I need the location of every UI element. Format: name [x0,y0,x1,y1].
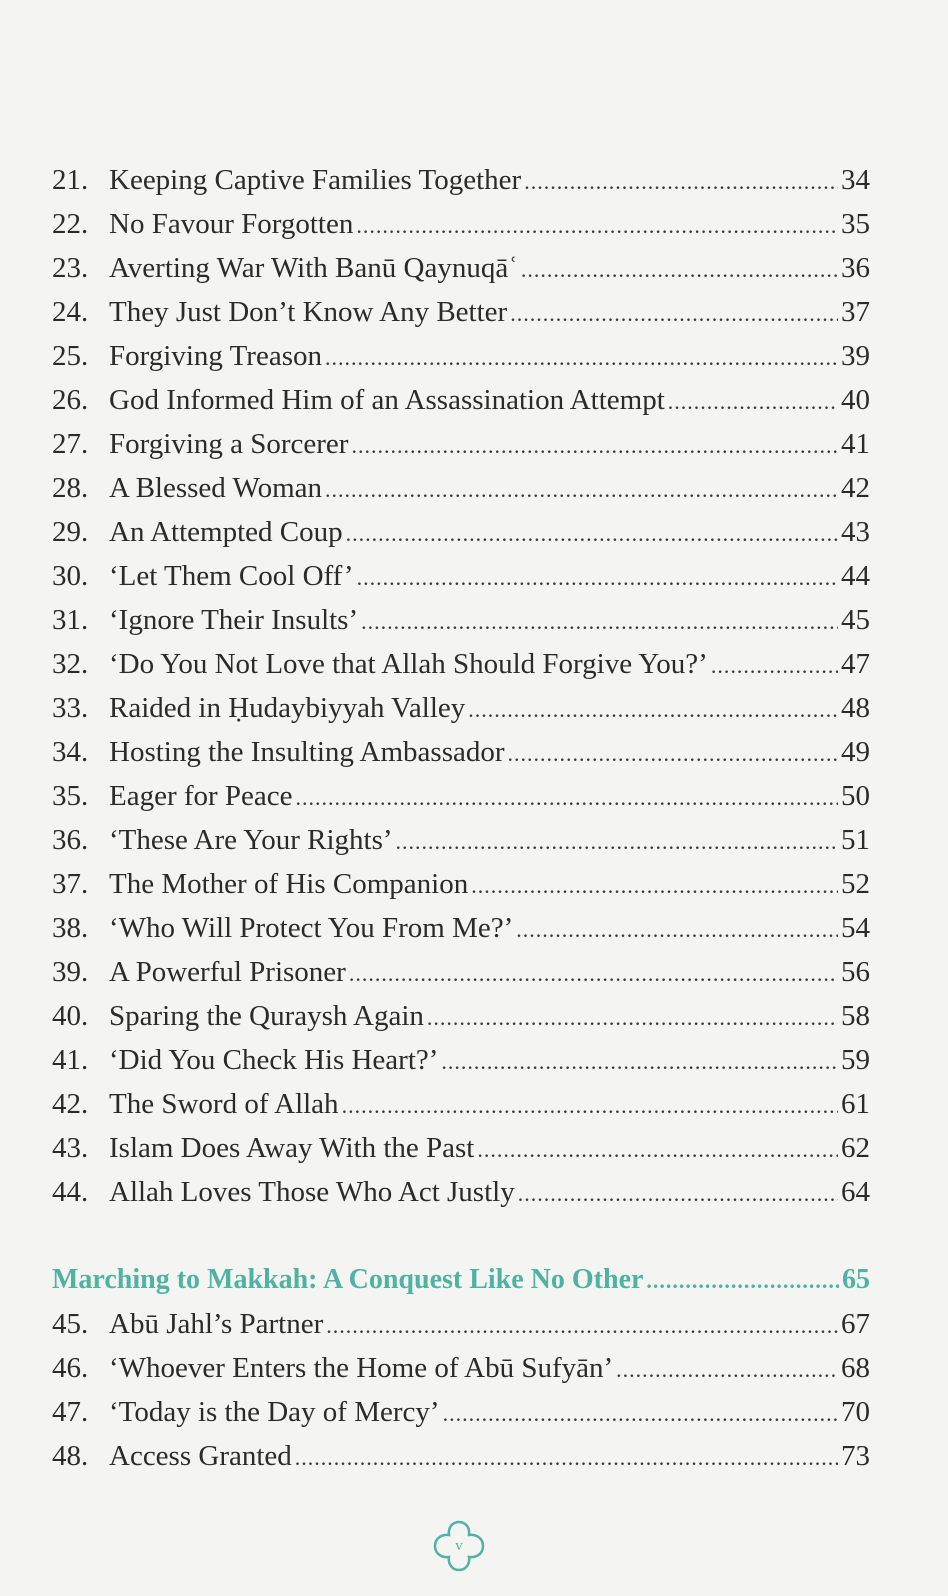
toc-entry[interactable] [52,774,870,818]
dot-leader [346,512,838,556]
entry-page: 42 [841,472,870,504]
entry-page: 56 [841,956,870,988]
dot-leader [325,336,838,380]
entry-page: 73 [841,1440,870,1472]
dot-leader [361,600,838,644]
dot-leader [342,1084,838,1128]
entry-title: A Blessed Woman [109,472,323,504]
toc-entry[interactable] [52,1082,870,1126]
toc-entry[interactable] [52,598,870,642]
entry-number: 44. [52,1176,89,1208]
entry-title: ‘Do You Not Love that Allah Should Forgive You?’ [109,648,708,680]
toc-entry[interactable] [52,378,870,422]
entry-page: 49 [841,736,870,768]
dot-leader [521,248,838,292]
entry-title: ‘Whoever Enters the Home of Abū Sufyān’ [109,1352,614,1384]
entry-number: 27. [52,428,89,460]
entry-title: Raided in Ḥudaybiyyah Valley [109,692,466,724]
entry-page: 59 [841,1044,870,1076]
entry-title: The Mother of His Companion [109,868,469,900]
entry-number: 21. [52,164,89,196]
dot-leader [510,292,838,336]
entry-page: 39 [841,340,870,372]
dot-leader [508,732,838,776]
entry-number: 47. [52,1396,89,1428]
entry-number: 43. [52,1132,89,1164]
entry-page: 45 [841,604,870,636]
toc-entry[interactable] [52,1170,870,1214]
entry-number: 30. [52,560,89,592]
toc-entry[interactable] [52,1126,870,1170]
entry-page: 68 [841,1352,870,1384]
entry-number: 26. [52,384,89,416]
entry-title: Averting War With Banū Qaynuqāʿ [109,252,518,284]
entry-page: 52 [841,868,870,900]
entry-title: Hosting the Insulting Ambassador [109,736,505,768]
dot-leader [668,380,838,424]
entry-title: ‘Let Them Cool Off’ [109,560,354,592]
toc-entry[interactable] [52,1302,870,1346]
entry-number: 24. [52,296,89,328]
entry-title: Allah Loves Those Who Act Justly [109,1176,515,1208]
dot-leader [427,996,838,1040]
entry-page: 51 [841,824,870,856]
entry-page: 50 [841,780,870,812]
entry-page: 36 [841,252,870,284]
toc-section [52,1258,870,1478]
dot-leader [295,1436,838,1480]
toc-entry[interactable] [52,422,870,466]
entry-number: 35. [52,780,89,812]
toc-entry[interactable] [52,862,870,906]
dot-leader [296,776,838,820]
dot-leader [349,952,838,996]
toc-entry[interactable] [52,994,870,1038]
dot-leader [443,1392,838,1436]
toc-entry[interactable] [52,818,870,862]
toc-entry[interactable] [52,510,870,554]
entry-title: ‘Who Will Protect You From Me?’ [109,912,514,944]
dot-leader [477,1128,838,1172]
entry-page: 48 [841,692,870,724]
entry-page: 62 [841,1132,870,1164]
entry-title: An Attempted Coup [109,516,343,548]
page-folio [429,1516,489,1576]
toc-entry[interactable] [52,1346,870,1390]
entry-title: Access Granted [109,1440,292,1472]
entry-title: No Favour Forgotten [109,208,354,240]
entry-title: Keeping Captive Families Together [109,164,522,196]
toc-entry[interactable] [52,554,870,598]
toc-entry[interactable] [52,202,870,246]
entry-title: Forgiving Treason [109,340,322,372]
dot-leader [516,908,838,952]
entry-title: Eager for Peace [109,780,293,812]
entry-title: Forgiving a Sorcerer [109,428,349,460]
section-heading[interactable] [52,1258,870,1302]
entry-number: 38. [52,912,89,944]
section-title: Marching to Makkah: A Conquest Like No Other [52,1264,644,1295]
toc-entry[interactable] [52,950,870,994]
entry-number: 23. [52,252,89,284]
entry-number: 25. [52,340,89,372]
entry-title: A Powerful Prisoner [109,956,346,988]
dot-leader [468,688,838,732]
entry-page: 35 [841,208,870,240]
toc-entry[interactable] [52,290,870,334]
dot-leader [356,204,838,248]
dot-leader [616,1348,838,1392]
dot-leader [441,1040,838,1084]
entry-page: 64 [841,1176,870,1208]
dot-leader [357,556,838,600]
toc-entry[interactable] [52,466,870,510]
entry-title: ‘Ignore Their Insults’ [109,604,359,636]
dot-leader [326,1304,838,1348]
entry-page: 43 [841,516,870,548]
entry-page: 41 [841,428,870,460]
entry-number: 33. [52,692,89,724]
toc-entry[interactable] [52,1434,870,1478]
toc-list [52,158,870,1214]
entry-page: 37 [841,296,870,328]
toc-entry[interactable] [52,246,870,290]
toc-entry[interactable] [52,334,870,378]
entry-title: ‘Today is the Day of Mercy’ [109,1396,440,1428]
toc-entry[interactable] [52,1390,870,1434]
toc-entry[interactable] [52,158,870,202]
entry-number: 36. [52,824,89,856]
toc-entry[interactable] [52,1038,870,1082]
entry-number: 34. [52,736,89,768]
entry-number: 48. [52,1440,89,1472]
entry-title: The Sword of Allah [109,1088,339,1120]
dot-leader [325,468,838,512]
dot-leader [646,1259,839,1303]
section-page: 65 [842,1264,870,1295]
entry-page: 40 [841,384,870,416]
entry-title: They Just Don’t Know Any Better [109,296,508,328]
entry-title: Islam Does Away With the Past [109,1132,475,1164]
entry-number: 22. [52,208,89,240]
dot-leader [711,644,838,688]
entry-number: 46. [52,1352,89,1384]
entry-number: 32. [52,648,89,680]
toc-entry[interactable] [52,730,870,774]
page-number-label: v [455,1538,463,1554]
entry-title: God Informed Him of an Assassination Attempt [109,384,665,416]
entry-page: 47 [841,648,870,680]
entry-page: 44 [841,560,870,592]
toc-entry[interactable] [52,642,870,686]
entry-page: 54 [841,912,870,944]
entry-page: 58 [841,1000,870,1032]
entry-page: 70 [841,1396,870,1428]
entry-number: 28. [52,472,89,504]
entry-number: 41. [52,1044,89,1076]
entry-number: 31. [52,604,89,636]
dot-leader [351,424,838,468]
entry-page: 61 [841,1088,870,1120]
entry-number: 29. [52,516,89,548]
entry-title: Sparing the Quraysh Again [109,1000,424,1032]
entry-number: 45. [52,1308,89,1340]
entry-page: 34 [841,164,870,196]
dot-leader [524,160,838,204]
dot-leader [396,820,838,864]
entry-title: ‘These Are Your Rights’ [109,824,393,856]
dot-leader [518,1172,838,1216]
entry-page: 67 [841,1308,870,1340]
toc-entry[interactable] [52,686,870,730]
entry-number: 40. [52,1000,89,1032]
entry-title: Abū Jahl’s Partner [109,1308,324,1340]
entry-number: 42. [52,1088,89,1120]
entry-title: ‘Did You Check His Heart?’ [109,1044,439,1076]
dot-leader [471,864,838,908]
entry-number: 37. [52,868,89,900]
entry-number: 39. [52,956,89,988]
toc-entry[interactable] [52,906,870,950]
